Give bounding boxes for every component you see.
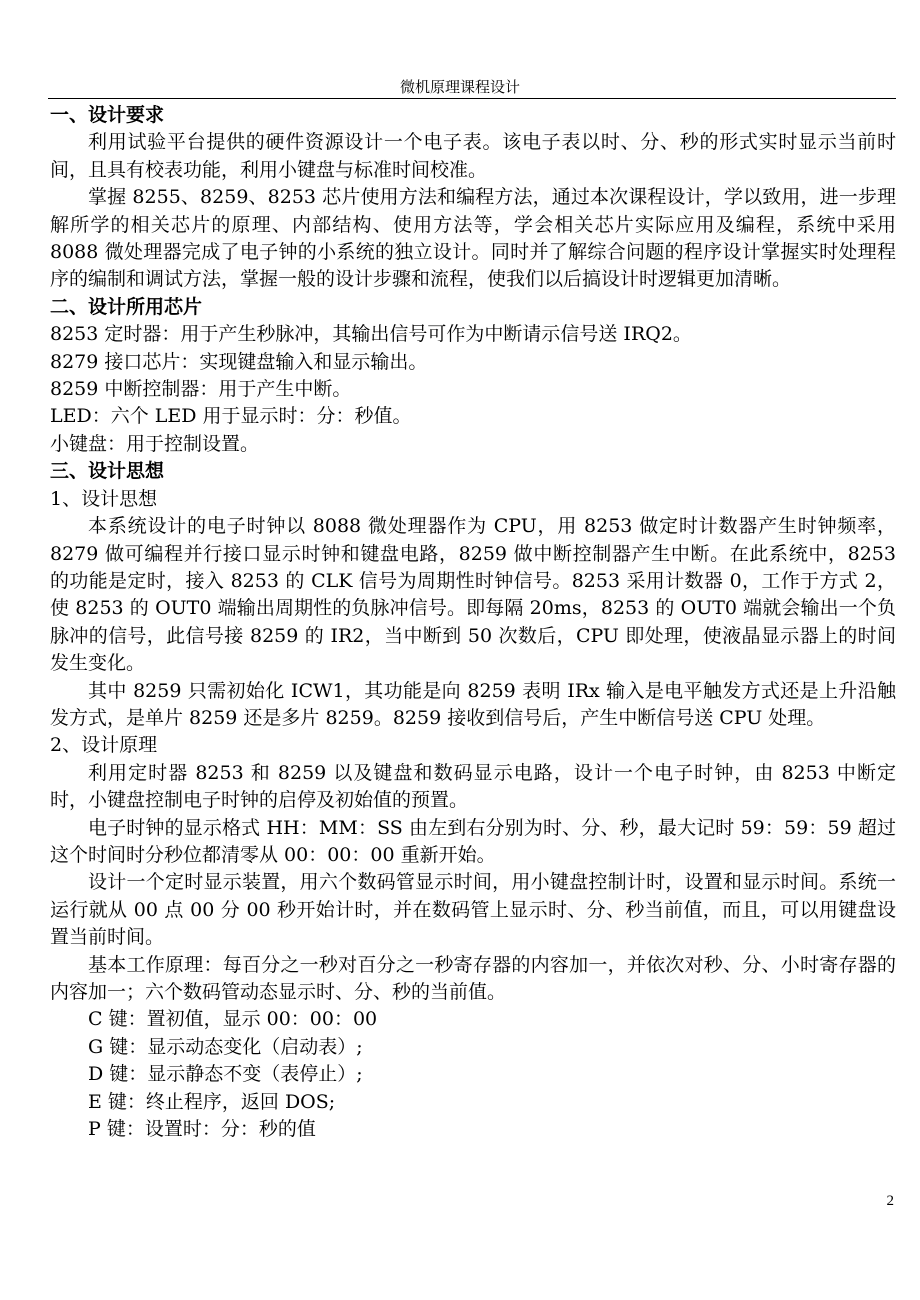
key-item: G 键：显示动态变化（启动表）; — [88, 1035, 363, 1058]
key-item: D 键：显示静态不变（表停止）; — [88, 1063, 363, 1086]
paragraph: 电子时钟的显示格式 HH：MM：SS 由左到右分别为时、分、秒，最大记时 59：59：59 超过这个时间时分秒位都清零从 00：00：00 重新开始。 — [50, 816, 896, 866]
key-item: E 键：终止程序，返回 DOS; — [88, 1090, 336, 1113]
page-header: 微机原理课程设计 — [399, 78, 520, 96]
paragraph: 设计一个定时显示装置，用六个数码管显示时间，用小键盘控制计时，设置和显示时间。系统一运行就从 00 点 00 分 00 秒开始计时，并在数码管上显示时、分、秒当前值，而且，可以用键盘设置当前时间。 — [50, 871, 896, 949]
section-heading-chips: 二、设计所用芯片 — [50, 295, 203, 318]
chip-item: 8279 接口芯片：实现键盘输入和显示输出。 — [50, 350, 428, 373]
paragraph: 掌握 8255、8259、8253 芯片使用方法和编程方法，通过本次课程设计，学以致用，进一步理解所学的相关芯片的原理、内部结构、使用方法等，学会相关芯片实际应用及编程，系统中采用 8088 微处理器完成了电子钟的小系统的独立设计。同时并了解综合问题的程序设计掌握实时处理程序的编制和调试方法，掌握一般的设计步骤和流程，使我们以后搞设计时逻辑更加清晰。 — [50, 186, 896, 291]
document-body — [50, 102, 896, 1143]
chip-item: 8259 中断控制器：用于产生中断。 — [50, 378, 352, 401]
chip-item: LED：六个 LED 用于显示时：分：秒值。 — [50, 405, 412, 428]
header-rule — [48, 98, 896, 99]
paragraph: 利用试验平台提供的硬件资源设计一个电子表。该电子表以时、分、秒的形式实时显示当前时间，且具有校表功能，利用小键盘与标准时间校准。 — [50, 131, 896, 181]
chip-item: 8253 定时器：用于产生秒脉冲，其输出信号可作为中断请示信号送 IRQ2。 — [50, 323, 692, 346]
key-item: P 键：设置时：分：秒的值 — [88, 1118, 316, 1141]
page-number: 2 — [886, 1193, 894, 1209]
section-heading-requirements: 一、设计要求 — [50, 104, 165, 126]
chip-item: 小键盘：用于控制设置。 — [50, 432, 260, 455]
key-item: C 键：置初值，显示 00：00：00 — [88, 1008, 378, 1031]
paragraph: 其中 8259 只需初始化 ICW1，其功能是向 8259 表明 IRx 输入是电平触发方式还是上升沿触发方式，是单片 8259 还是多片 8259。8259 接收到信号后，产生中断信号送 CPU 处理。 — [50, 679, 896, 729]
paragraph: 利用定时器 8253 和 8259 以及键盘和数码显示电路，设计一个电子时钟，由 8253 中断定时，小键盘控制电子时钟的启停及初始值的预置。 — [50, 761, 896, 812]
paragraph: 基本工作原理：每百分之一秒对百分之一秒寄存器的内容加一，并依次对秒、分、小时寄存器的内容加一；六个数码管动态显示时、分、秒的当前值。 — [50, 953, 896, 1003]
paragraph: 本系统设计的电子时钟以 8088 微处理器作为 CPU，用 8253 做定时计数器产生时钟频率，8279 做可编程并行接口显示时钟和键盘电路，8259 做中断控制器产生中断。在此系统中，8253 的功能是定时，接入 8253 的 CLK 信号为周期性时钟信号。8253 采用计数器 0，工作于方式 2，使 8253 的 OUT0 端输出周期性的负脉冲信号。即每隔 20ms，8253 的 OUT0 端就会输出一个负脉冲的信号，此信号接 8259 的 IR2，当中断到 50 次数后，CPU 即处理，使液晶显示器上的时间发生变化。 — [50, 515, 896, 675]
subsection-heading: 1、设计思想 — [50, 487, 158, 510]
subsection-heading: 2、设计原理 — [50, 734, 158, 757]
section-heading-ideas: 三、设计思想 — [50, 460, 165, 483]
